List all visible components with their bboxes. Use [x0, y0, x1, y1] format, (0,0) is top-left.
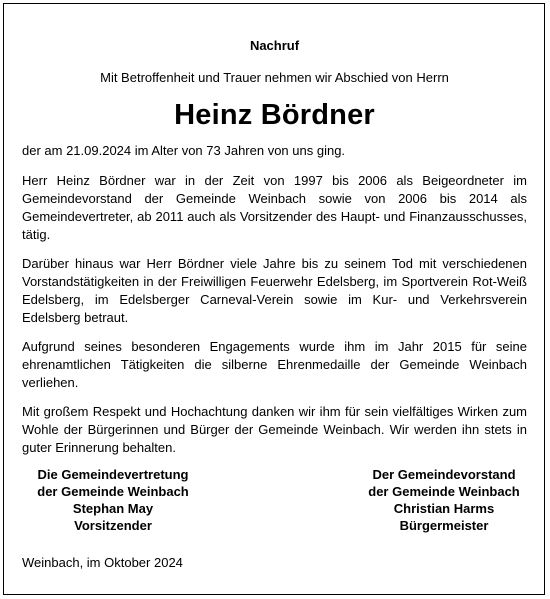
paragraph-honour: Aufgrund seines besonderen Engagements wurde ihm im Jahr 2015 für seine ehrenamtlichen Tätigkeiten die silberne Ehrenmedaille der Gemeinde Weinbach verliehen.: [22, 339, 527, 390]
signature-left-name: Stephan May: [72, 501, 154, 516]
signature-left-role: Vorsitzender: [74, 518, 152, 533]
signature-right-municipality: der Gemeinde Weinbach: [368, 484, 520, 499]
signatures: [22, 466, 527, 534]
deceased-name: Heinz Bördner: [174, 99, 375, 131]
signature-left-municipality: der Gemeinde Weinbach: [37, 484, 189, 499]
signature-block-left: [13, 466, 213, 534]
signature-block-right: [344, 466, 544, 534]
obituary-notice: [22, 38, 527, 570]
paragraph-gratitude: Mit großem Respekt und Hochachtung danken wir ihm für sein vielfältiges Wirken zum Wohle der Bürgerinnen und Bürger der Gemeinde Weinbach. Wir werden ihn stets in guter Erinnerung behalten.: [22, 404, 527, 455]
place-and-date: Weinbach, im Oktober 2024: [22, 555, 183, 570]
signature-right-role: Bürgermeister: [399, 518, 489, 533]
signature-left-body: Die Gemeindevertretung: [37, 467, 189, 482]
notice-heading: Nachruf: [249, 38, 300, 53]
paragraph-political-career: Herr Heinz Bördner war in der Zeit von 1997 bis 2006 als Beigeordneter im Gemeindevorstand der Gemeinde Weinbach sowie von 2006 bis 2014 als Gemeindevertreter, ab 2011 auch als Vorsitzender des Haupt- und Finanzausschusses, tätig.: [22, 173, 527, 242]
signature-right-name: Christian Harms: [393, 501, 495, 516]
intro-line: Mit Betroffenheit und Trauer nehmen wir Abschied von Herrn: [100, 70, 449, 85]
paragraph-date-of-death: der am 21.09.2024 im Alter von 73 Jahren von uns ging.: [22, 143, 346, 158]
paragraph-associations: Darüber hinaus war Herr Bördner viele Jahre bis zu seinem Tod mit verschiedenen Vorstandstätigkeiten in der Freiwilligen Feuerwehr Edelsberg, im Sportverein Rot-Weiß Edelsberg, im Edelsberger Carneval-Verein sowie im Kur- und Verkehrsverein Edelsberg betraut.: [22, 256, 527, 325]
signature-right-body: Der Gemeindevorstand: [372, 467, 516, 482]
